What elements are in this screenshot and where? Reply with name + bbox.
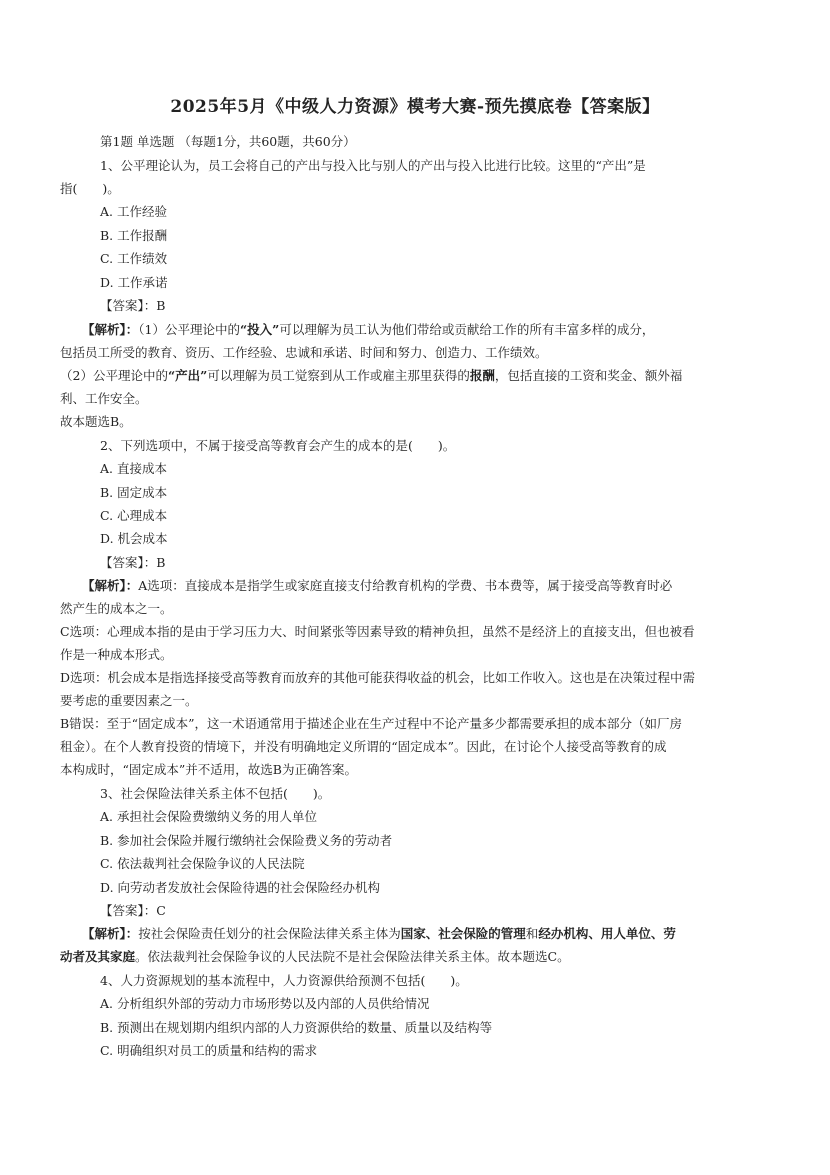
q1-option-d: D. 工作承诺 <box>100 275 168 290</box>
q1-analysis-line4: 利、工作安全。 <box>60 391 148 406</box>
q3-analysis-text: 和 <box>525 926 539 941</box>
answer-tag: 【答案】： <box>100 298 157 313</box>
q3-analysis-line2 <box>60 949 570 965</box>
q2-option-d: D. 机会成本 <box>100 531 168 546</box>
q1-option-a: A. 工作经验 <box>100 204 167 219</box>
q2-analysis-line3: C选项：心理成本指的是由于学习压力大、时间紧张等因素导致的精神负担，虽然不是经济上的直接支出，但也被看 <box>60 624 695 639</box>
answer-tag: 【答案】： <box>100 903 157 918</box>
q1-analysis-bold: “产出” <box>167 368 208 383</box>
q3-analysis-text: 。依法裁判社会保险争议的人民法院不是社会保险法律关系主体。故本题选C。 <box>135 949 570 964</box>
analysis-tag: 【解析】： <box>82 926 139 941</box>
q2-analysis-text: A选项：直接成本是指学生或家庭直接支付给教育机构的学费、书本费等，属于接受高等教育时必 <box>138 578 673 593</box>
q3-answer-value: C <box>156 903 166 918</box>
q1-analysis-text: （1）公平理论中的 <box>138 322 240 337</box>
q1-analysis-text: ，包括直接的工资和奖金、额外福 <box>494 368 683 383</box>
q4-option-a: A. 分析组织外部的劳动力市场形势以及内部的人员供给情况 <box>100 996 430 1011</box>
q1-analysis-line1 <box>82 322 654 338</box>
answer-tag: 【答案】： <box>100 555 157 570</box>
q2-analysis-line2: 然产生的成本之一。 <box>60 601 173 616</box>
q4-option-c: C. 明确组织对员工的质量和结构的需求 <box>100 1043 318 1058</box>
q3-option-d: D. 向劳动者发放社会保险待遇的社会保险经办机构 <box>100 880 381 895</box>
q2-stem: 2、下列选项中，不属于接受高等教育会产生的成本的是( )。 <box>100 438 456 453</box>
page-title: 2025年5月《中级人力资源》模考大赛-预先摸底卷【答案版】 <box>170 97 660 117</box>
q2-analysis-line8: 租金）。在个人教育投资的情境下，并没有明确地定义所谓的“固定成本”。因此，在讨论个人接受高等教育的成 <box>60 739 667 754</box>
q2-answer <box>100 555 165 571</box>
q3-answer <box>100 903 166 919</box>
q4-option-b: B. 预测出在规划期内组织内部的人力资源供给的数量、质量以及结构等 <box>100 1020 493 1035</box>
q2-analysis-line4: 作是一种成本形式。 <box>60 647 173 662</box>
q2-analysis-line5: D选项：机会成本是指选择接受高等教育而放弃的其他可能获得收益的机会，比如工作收入。这也是在决策过程中需 <box>60 670 696 685</box>
q1-option-c: C. 工作绩效 <box>100 251 168 266</box>
q1-stem-line1: 1、公平理论认为，员工会将自己的产出与投入比与别人的产出与投入比进行比较。这里的“产出”是 <box>100 158 646 173</box>
q1-answer <box>100 298 165 314</box>
section-header: 第1题 单选题 （每题1分，共60题，共60分） <box>100 134 356 149</box>
q1-analysis-line5: 故本题选B。 <box>60 414 132 429</box>
q3-analysis-bold: 国家、社会保险的管理 <box>400 926 526 941</box>
q2-analysis-line1 <box>82 578 672 594</box>
analysis-tag: 【解析】： <box>82 578 139 593</box>
q1-analysis-line3 <box>60 368 682 384</box>
q3-analysis-bold: 动者及其家庭 <box>60 949 136 964</box>
q2-analysis-line7: B错误：至于“固定成本”，这一术语通常用于描述企业在生产过程中不论产量多少都需要承担的成本部分（如厂房 <box>60 716 682 731</box>
q2-analysis-line9: 本构成时，“固定成本”并不适用，故选B为正确答案。 <box>60 762 357 777</box>
q1-analysis-bold: 报酬 <box>469 368 495 383</box>
q1-analysis-bold: “投入” <box>239 322 280 337</box>
q1-analysis-text: 可以理解为员工认为他们带给或贡献给工作的所有丰富多样的成分， <box>279 322 655 337</box>
q3-analysis-line1 <box>82 926 676 942</box>
q1-analysis-text: 可以理解为员工觉察到从工作或雇主那里获得的 <box>207 368 470 383</box>
q1-answer-value: B <box>156 298 166 313</box>
q3-option-c: C. 依法裁判社会保险争议的人民法院 <box>100 856 305 871</box>
q1-analysis-line2: 包括员工所受的教育、资历、工作经验、忠诚和承诺、时间和努力、创造力、工作绩效。 <box>60 345 548 360</box>
q1-option-b: B. 工作报酬 <box>100 228 168 243</box>
analysis-tag: 【解析】： <box>82 322 139 337</box>
q2-option-a: A. 直接成本 <box>100 461 167 476</box>
q1-stem-line2: 指( )。 <box>60 181 120 196</box>
q2-answer-value: B <box>156 555 166 570</box>
q2-option-b: B. 固定成本 <box>100 485 168 500</box>
q1-analysis-text: （2）公平理论中的 <box>60 368 168 383</box>
q2-option-c: C. 心理成本 <box>100 508 168 523</box>
q3-option-b: B. 参加社会保险并履行缴纳社会保险费义务的劳动者 <box>100 833 393 848</box>
q3-stem: 3、社会保险法律关系主体不包括( )。 <box>100 786 331 801</box>
q3-analysis-text: 按社会保险责任划分的社会保险法律关系主体为 <box>138 926 401 941</box>
q2-analysis-line6: 要考虑的重要因素之一。 <box>60 693 198 708</box>
q3-analysis-bold: 经办机构、用人单位、劳 <box>538 926 676 941</box>
q4-stem: 4、人力资源规划的基本流程中，人力资源供给预测不包括( )。 <box>100 973 468 988</box>
q3-option-a: A. 承担社会保险费缴纳义务的用人单位 <box>100 809 317 824</box>
